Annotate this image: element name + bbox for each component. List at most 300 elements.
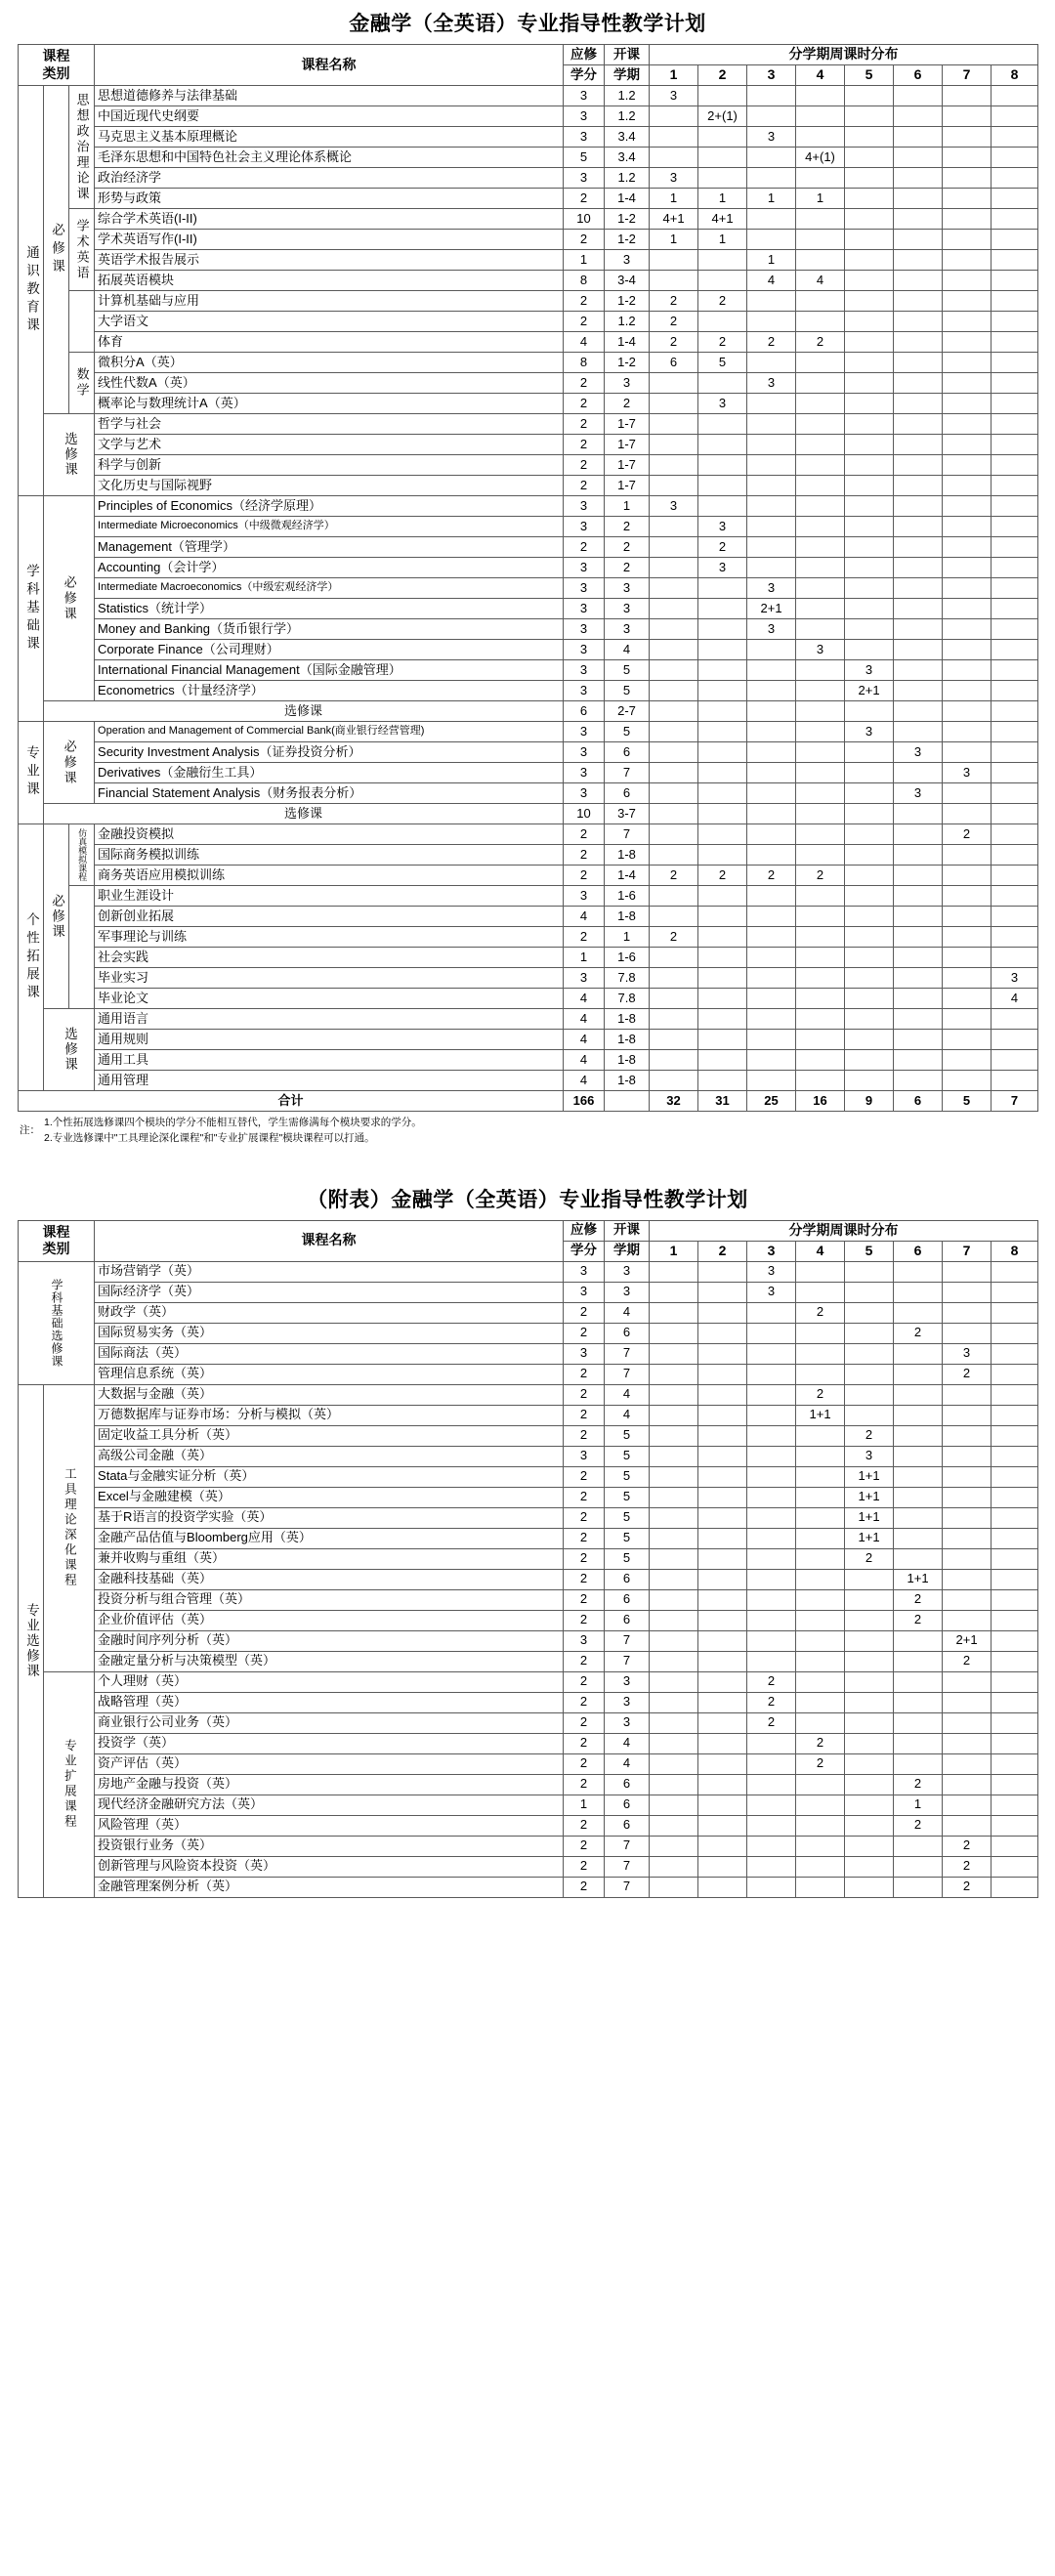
course-credits: 8 bbox=[564, 353, 605, 373]
sem-6 bbox=[894, 209, 943, 230]
course-credits: 2 bbox=[564, 824, 605, 845]
sem-3 bbox=[747, 1774, 796, 1795]
sem-3 bbox=[747, 1487, 796, 1507]
sem-4 bbox=[796, 1671, 845, 1692]
course-term: 1-8 bbox=[605, 1050, 650, 1071]
sem-2 bbox=[698, 989, 747, 1009]
sem-1: 1 bbox=[650, 189, 698, 209]
sem-4: 2 bbox=[796, 1384, 845, 1405]
sem-7 bbox=[943, 1774, 992, 1795]
table2-header-row-1 bbox=[19, 1220, 1038, 1241]
sem-1 bbox=[650, 722, 698, 742]
sem-5: 3 bbox=[845, 722, 894, 742]
sem-2: 5 bbox=[698, 353, 747, 373]
course-term: 2 bbox=[605, 394, 650, 414]
sem-7 bbox=[943, 1030, 992, 1050]
sem-6 bbox=[894, 558, 943, 578]
sem-7 bbox=[943, 1671, 992, 1692]
course-name: 文学与艺术 bbox=[95, 435, 564, 455]
course-name: 企业价值评估（英） bbox=[95, 1610, 564, 1630]
course-credits: 3 bbox=[564, 968, 605, 989]
sem-8 bbox=[992, 373, 1038, 394]
sem-3: 2 bbox=[747, 332, 796, 353]
sem-5 bbox=[845, 866, 894, 886]
sem-4 bbox=[796, 1569, 845, 1589]
table-row bbox=[19, 558, 1038, 578]
course-name: Excel与金融建模（英） bbox=[95, 1487, 564, 1507]
sem-4 bbox=[796, 742, 845, 763]
sem-6 bbox=[894, 394, 943, 414]
sem-8: 3 bbox=[992, 968, 1038, 989]
table-row bbox=[19, 722, 1038, 742]
sem-8 bbox=[992, 681, 1038, 701]
table-row bbox=[19, 578, 1038, 599]
sem-3 bbox=[747, 414, 796, 435]
course-term: 5 bbox=[605, 1425, 650, 1446]
category-required: 必修课 bbox=[44, 86, 69, 414]
sem-8 bbox=[992, 291, 1038, 312]
course-name: Security Investment Analysis（证券投资分析） bbox=[95, 742, 564, 763]
sem-1 bbox=[650, 1425, 698, 1446]
sem-3 bbox=[747, 291, 796, 312]
sem-3: 3 bbox=[747, 1261, 796, 1282]
sem-2: 2 bbox=[698, 291, 747, 312]
table-row bbox=[19, 1548, 1038, 1569]
sem-5 bbox=[845, 1030, 894, 1050]
sem-5 bbox=[845, 558, 894, 578]
course-credits: 2 bbox=[564, 1507, 605, 1528]
sem-5 bbox=[845, 1753, 894, 1774]
category-personality-development: 个性拓展课 bbox=[19, 824, 44, 1091]
table-row bbox=[19, 1384, 1038, 1405]
sem-1 bbox=[650, 414, 698, 435]
sem-4: 2 bbox=[796, 1302, 845, 1323]
sem-5 bbox=[845, 291, 894, 312]
course-credits: 8 bbox=[564, 271, 605, 291]
sem-7 bbox=[943, 250, 992, 271]
sem-3: 2 bbox=[747, 1712, 796, 1733]
page-title-1: 金融学（全英语）专业指导性教学计划 bbox=[349, 13, 706, 35]
sem-4 bbox=[796, 681, 845, 701]
course-name: 风险管理（英） bbox=[95, 1815, 564, 1836]
sem-1 bbox=[650, 271, 698, 291]
sem-4 bbox=[796, 1712, 845, 1733]
sem-1: 2 bbox=[650, 927, 698, 948]
course-term: 6 bbox=[605, 783, 650, 804]
sem-5 bbox=[845, 1856, 894, 1877]
sem-6 bbox=[894, 824, 943, 845]
sem-7 bbox=[943, 1795, 992, 1815]
course-name: 马克思主义基本原理概论 bbox=[95, 127, 564, 148]
sem-5 bbox=[845, 1302, 894, 1323]
sem-6 bbox=[894, 1877, 943, 1897]
sem-1 bbox=[650, 1487, 698, 1507]
course-term: 7 bbox=[605, 824, 650, 845]
table-row bbox=[19, 1425, 1038, 1446]
course-term: 1-7 bbox=[605, 455, 650, 476]
subcategory-math: 数学 bbox=[69, 353, 95, 414]
sem-2 bbox=[698, 414, 747, 435]
sem-5 bbox=[845, 640, 894, 660]
header2-distribution: 分学期周课时分布 bbox=[650, 1220, 1038, 1241]
sem-6 bbox=[894, 701, 943, 722]
sem-5 bbox=[845, 1610, 894, 1630]
header2-semester-6: 6 bbox=[894, 1241, 943, 1261]
course-term: 4 bbox=[605, 640, 650, 660]
sem-2 bbox=[698, 250, 747, 271]
sem-2 bbox=[698, 660, 747, 681]
sem-2: 3 bbox=[698, 517, 747, 537]
course-credits: 2 bbox=[564, 1302, 605, 1323]
course-name: 线性代数A（英） bbox=[95, 373, 564, 394]
sem-3 bbox=[747, 927, 796, 948]
sem-7: 2 bbox=[943, 1856, 992, 1877]
sem-1: 4+1 bbox=[650, 209, 698, 230]
sem-3 bbox=[747, 1071, 796, 1091]
sem-7 bbox=[943, 619, 992, 640]
sem-4 bbox=[796, 1815, 845, 1836]
sem-8 bbox=[992, 1774, 1038, 1795]
sem-5: 1+1 bbox=[845, 1528, 894, 1548]
sem-7 bbox=[943, 989, 992, 1009]
sem-4 bbox=[796, 948, 845, 968]
course-name: 中国近现代史纲要 bbox=[95, 106, 564, 127]
sem-4 bbox=[796, 824, 845, 845]
table-row bbox=[19, 886, 1038, 907]
course-term: 1.2 bbox=[605, 312, 650, 332]
course-credits: 2 bbox=[564, 845, 605, 866]
sem-3 bbox=[747, 1815, 796, 1836]
table-row bbox=[19, 681, 1038, 701]
table-row bbox=[19, 640, 1038, 660]
sem-1: 3 bbox=[650, 86, 698, 106]
table-row bbox=[19, 1630, 1038, 1651]
table-notes bbox=[18, 1112, 1037, 1147]
sem-8 bbox=[992, 250, 1038, 271]
sem-7 bbox=[943, 1282, 992, 1302]
table-row bbox=[19, 866, 1038, 886]
course-term: 1.2 bbox=[605, 106, 650, 127]
sem-8 bbox=[992, 1856, 1038, 1877]
sem-1 bbox=[650, 537, 698, 558]
sem-3 bbox=[747, 1466, 796, 1487]
sem-2 bbox=[698, 1610, 747, 1630]
sem-1 bbox=[650, 1507, 698, 1528]
sem-2 bbox=[698, 1009, 747, 1030]
sem-7 bbox=[943, 886, 992, 907]
sem-8 bbox=[992, 1302, 1038, 1323]
course-credits: 2 bbox=[564, 1733, 605, 1753]
sem-6 bbox=[894, 230, 943, 250]
course-credits: 2 bbox=[564, 1610, 605, 1630]
sem-1 bbox=[650, 1856, 698, 1877]
course-term: 7.8 bbox=[605, 968, 650, 989]
sem-1 bbox=[650, 1569, 698, 1589]
sem-7 bbox=[943, 927, 992, 948]
course-name: 思想道德修养与法律基础 bbox=[95, 86, 564, 106]
course-credits: 2 bbox=[564, 1877, 605, 1897]
sem-8 bbox=[992, 1651, 1038, 1671]
header-credits-top: 应修 bbox=[564, 45, 605, 65]
sem-4: 1 bbox=[796, 189, 845, 209]
course-term: 7 bbox=[605, 1630, 650, 1651]
sem-2 bbox=[698, 476, 747, 496]
sem-3 bbox=[747, 353, 796, 373]
sem-5 bbox=[845, 763, 894, 783]
sem-3 bbox=[747, 824, 796, 845]
sem-4 bbox=[796, 1261, 845, 1282]
sem-7: 2 bbox=[943, 1364, 992, 1384]
total-label: 合计 bbox=[19, 1091, 564, 1112]
course-credits: 1 bbox=[564, 1795, 605, 1815]
sem-7 bbox=[943, 1610, 992, 1630]
header2-term-bottom: 学期 bbox=[605, 1241, 650, 1261]
page-title-2: （附表）金融学（全英语）专业指导性教学计划 bbox=[307, 1188, 748, 1211]
sem-4 bbox=[796, 783, 845, 804]
table-row bbox=[19, 373, 1038, 394]
sem-2 bbox=[698, 763, 747, 783]
course-name: 投资分析与组合管理（英） bbox=[95, 1589, 564, 1610]
sem-1 bbox=[650, 1528, 698, 1548]
course-name: 国际商法（英） bbox=[95, 1343, 564, 1364]
sem-7 bbox=[943, 1733, 992, 1753]
sem-3 bbox=[747, 517, 796, 537]
course-name: 资产评估（英） bbox=[95, 1753, 564, 1774]
sem-3 bbox=[747, 1651, 796, 1671]
sem-8 bbox=[992, 1712, 1038, 1733]
sem-5 bbox=[845, 1384, 894, 1405]
course-credits: 1 bbox=[564, 948, 605, 968]
sem-2 bbox=[698, 1030, 747, 1050]
table-row bbox=[19, 455, 1038, 476]
sem-1 bbox=[650, 1815, 698, 1836]
sem-6 bbox=[894, 1282, 943, 1302]
course-term: 6 bbox=[605, 1815, 650, 1836]
course-credits: 10 bbox=[564, 804, 605, 824]
sem-2 bbox=[698, 1528, 747, 1548]
course-term: 3 bbox=[605, 578, 650, 599]
curriculum-table-1 bbox=[18, 44, 1038, 1112]
subcategory-blank-2 bbox=[69, 886, 95, 1009]
sem-4 bbox=[796, 353, 845, 373]
sem-8 bbox=[992, 209, 1038, 230]
sem-4 bbox=[796, 106, 845, 127]
sem-3: 1 bbox=[747, 189, 796, 209]
sem-6 bbox=[894, 189, 943, 209]
course-name: Money and Banking（货币银行学） bbox=[95, 619, 564, 640]
sem-1 bbox=[650, 148, 698, 168]
sem-1 bbox=[650, 1050, 698, 1071]
sem-2 bbox=[698, 1487, 747, 1507]
course-name: Intermediate Macroeconomics（中级宏观经济学） bbox=[95, 578, 564, 599]
sem-6 bbox=[894, 1856, 943, 1877]
sem-4 bbox=[796, 394, 845, 414]
sem-2 bbox=[698, 640, 747, 660]
sem-4 bbox=[796, 209, 845, 230]
sem-1 bbox=[650, 1384, 698, 1405]
sem-2 bbox=[698, 373, 747, 394]
course-name: 科学与创新 bbox=[95, 455, 564, 476]
course-term: 3 bbox=[605, 1692, 650, 1712]
sem-2: 3 bbox=[698, 394, 747, 414]
sem-7 bbox=[943, 1569, 992, 1589]
course-term: 5 bbox=[605, 1487, 650, 1507]
total-sem-3: 25 bbox=[747, 1091, 796, 1112]
sem-2 bbox=[698, 1071, 747, 1091]
sem-8 bbox=[992, 1343, 1038, 1364]
sem-2 bbox=[698, 1282, 747, 1302]
sem-5 bbox=[845, 373, 894, 394]
sem-6 bbox=[894, 1071, 943, 1091]
header-term-bottom: 学期 bbox=[605, 65, 650, 86]
sem-8 bbox=[992, 1610, 1038, 1630]
table-row bbox=[19, 907, 1038, 927]
course-credits: 2 bbox=[564, 435, 605, 455]
course-name: 军事理论与训练 bbox=[95, 927, 564, 948]
course-credits: 4 bbox=[564, 332, 605, 353]
sem-6 bbox=[894, 1712, 943, 1733]
sem-5 bbox=[845, 824, 894, 845]
sem-2 bbox=[698, 271, 747, 291]
sem-7 bbox=[943, 948, 992, 968]
sem-8 bbox=[992, 1030, 1038, 1050]
course-name: 战略管理（英） bbox=[95, 1692, 564, 1712]
sem-3 bbox=[747, 1856, 796, 1877]
subcategory-pd-elective: 选修课 bbox=[44, 1009, 95, 1091]
sem-7: 2 bbox=[943, 1651, 992, 1671]
sem-8 bbox=[992, 1425, 1038, 1446]
sem-2: 2 bbox=[698, 332, 747, 353]
sem-3 bbox=[747, 783, 796, 804]
course-name: 计算机基础与应用 bbox=[95, 291, 564, 312]
course-name: 毛泽东思想和中国特色社会主义理论体系概论 bbox=[95, 148, 564, 168]
course-name: Derivatives（金融衍生工具） bbox=[95, 763, 564, 783]
course-term: 5 bbox=[605, 1446, 650, 1466]
sem-7: 2 bbox=[943, 1877, 992, 1897]
sem-5 bbox=[845, 907, 894, 927]
sem-5 bbox=[845, 250, 894, 271]
table-row bbox=[19, 989, 1038, 1009]
sem-7 bbox=[943, 845, 992, 866]
course-term: 6 bbox=[605, 1323, 650, 1343]
sem-5 bbox=[845, 948, 894, 968]
course-name: 市场营销学（英） bbox=[95, 1261, 564, 1282]
total-sem-5: 9 bbox=[845, 1091, 894, 1112]
header-credits-bottom: 学分 bbox=[564, 65, 605, 86]
sem-1 bbox=[650, 435, 698, 455]
course-term: 1 bbox=[605, 927, 650, 948]
sem-3 bbox=[747, 1405, 796, 1425]
course-name: Stata与金融实证分析（英） bbox=[95, 1466, 564, 1487]
sem-8 bbox=[992, 1261, 1038, 1282]
course-name: 商业银行公司业务（英） bbox=[95, 1712, 564, 1733]
sem-8 bbox=[992, 271, 1038, 291]
sem-8 bbox=[992, 353, 1038, 373]
sem-5 bbox=[845, 1009, 894, 1030]
sem-5 bbox=[845, 1050, 894, 1071]
course-term: 6 bbox=[605, 1795, 650, 1815]
category-general-elective: 选修课 bbox=[44, 414, 95, 496]
sem-4 bbox=[796, 1651, 845, 1671]
sem-6 bbox=[894, 1405, 943, 1425]
category-subject-basic: 学科基础课 bbox=[19, 496, 44, 722]
sem-3 bbox=[747, 763, 796, 783]
sem-8 bbox=[992, 1507, 1038, 1528]
sem-5 bbox=[845, 701, 894, 722]
course-credits: 2 bbox=[564, 1774, 605, 1795]
sem-4: 3 bbox=[796, 640, 845, 660]
sem-5: 2+1 bbox=[845, 681, 894, 701]
sem-4 bbox=[796, 1030, 845, 1050]
sem-1 bbox=[650, 455, 698, 476]
sem-2 bbox=[698, 1384, 747, 1405]
note-line-1: 1.个性拓展选修课四个模块的学分不能相互替代，学生需修满每个模块要求的学分。 bbox=[44, 1117, 422, 1128]
course-term: 3 bbox=[605, 1712, 650, 1733]
sem-6: 2 bbox=[894, 1610, 943, 1630]
course-credits: 3 bbox=[564, 517, 605, 537]
sem-3 bbox=[747, 1528, 796, 1548]
course-name: 通用工具 bbox=[95, 1050, 564, 1071]
course-name: 固定收益工具分析（英） bbox=[95, 1425, 564, 1446]
sem-1 bbox=[650, 1030, 698, 1050]
sem-8 bbox=[992, 148, 1038, 168]
sem-8 bbox=[992, 1364, 1038, 1384]
sem-3 bbox=[747, 86, 796, 106]
sem-1 bbox=[650, 1343, 698, 1364]
sem-2 bbox=[698, 1302, 747, 1323]
table-row bbox=[19, 660, 1038, 681]
sem-7 bbox=[943, 517, 992, 537]
sem-7: 3 bbox=[943, 763, 992, 783]
sem-1 bbox=[650, 989, 698, 1009]
sem-3: 3 bbox=[747, 373, 796, 394]
sem-7 bbox=[943, 742, 992, 763]
table-row bbox=[19, 86, 1038, 106]
category-subject-basic-elective: 选修课 bbox=[44, 701, 564, 722]
sem-8 bbox=[992, 640, 1038, 660]
table-row bbox=[19, 189, 1038, 209]
sem-6 bbox=[894, 1302, 943, 1323]
sem-7 bbox=[943, 804, 992, 824]
sem-2 bbox=[698, 1733, 747, 1753]
sem-4 bbox=[796, 1323, 845, 1343]
sem-4 bbox=[796, 968, 845, 989]
sem-3 bbox=[747, 1569, 796, 1589]
sem-6 bbox=[894, 1487, 943, 1507]
course-term: 3 bbox=[605, 250, 650, 271]
sem-1: 3 bbox=[650, 496, 698, 517]
sem-6 bbox=[894, 1651, 943, 1671]
sem-6 bbox=[894, 435, 943, 455]
sem-4: 2 bbox=[796, 332, 845, 353]
sem-6: 1+1 bbox=[894, 1569, 943, 1589]
course-name: 微积分A（英） bbox=[95, 353, 564, 373]
sem-2 bbox=[698, 968, 747, 989]
sem-3: 2 bbox=[747, 1692, 796, 1712]
sem-8 bbox=[992, 1671, 1038, 1692]
course-term: 1.2 bbox=[605, 168, 650, 189]
sem-4 bbox=[796, 1548, 845, 1569]
course-credits: 4 bbox=[564, 1050, 605, 1071]
sem-7 bbox=[943, 168, 992, 189]
sem-5 bbox=[845, 209, 894, 230]
sem-7 bbox=[943, 1446, 992, 1466]
course-name: 英语学术报告展示 bbox=[95, 250, 564, 271]
sem-4 bbox=[796, 1507, 845, 1528]
sem-8 bbox=[992, 312, 1038, 332]
sem-1 bbox=[650, 1466, 698, 1487]
sem-4 bbox=[796, 435, 845, 455]
